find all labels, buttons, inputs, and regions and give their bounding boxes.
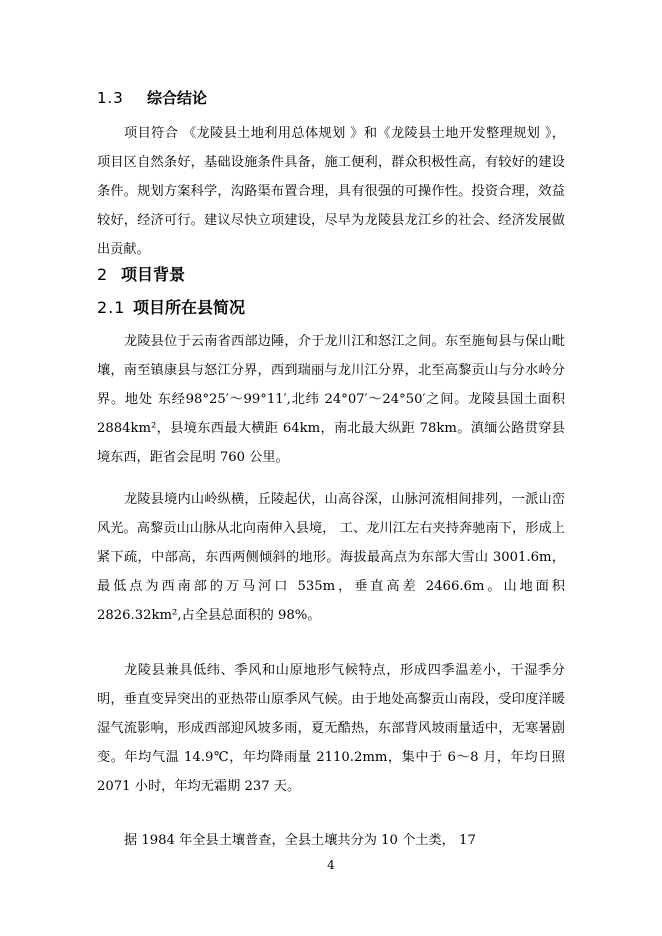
section-1-3-heading bbox=[97, 87, 207, 108]
section-title: 项目所在县简况 bbox=[133, 298, 246, 317]
conclusion-paragraph: 项目符合 《龙陵县土地利用总体规划 》和《龙陵县土地开发整理规划 》，项目区自然条好，基础设施条件具备，施工便利，群众积极性高，有较好的建设条件。规划方案科学，沟路渠布置合理，具有很强的可操作性。投资合理，效益较好，经济可行。建议尽快立项建设，尽早为龙陵县龙江乡的社会、经济发展做出贡献。 bbox=[97, 126, 565, 257]
section-title: 综合结论 bbox=[147, 89, 208, 107]
section-number: 2.1 bbox=[97, 298, 126, 317]
page-number: 4 bbox=[327, 858, 335, 872]
section-number: 2 bbox=[97, 265, 109, 284]
terrain-paragraph: 龙陵县境内山岭纵横，丘陵起伏，山高谷深，山脉河流相间排列，一派山峦风光。高黎贡山山脉从北向南伸入县境， 工、龙川江左右夹持奔驰南下，形成上紧下疏，中部高，东西两侧倾斜的地形。海拔最高点为东部大雪山 3001.6m，最低点为西南部的万马河口 535m，垂直高差 2466.6m。山地面积 2826.32km²,占全县总面积的 98%。 bbox=[97, 492, 565, 623]
section-2-heading bbox=[97, 262, 185, 285]
section-title: 项目背景 bbox=[121, 265, 186, 284]
soil-paragraph: 据 1984 年全县土壤普查，全县土壤共分为 10 个土类， 17 bbox=[124, 833, 476, 848]
climate-paragraph: 龙陵县兼具低纬、季风和山原地形气候特点，形成四季温差小，干湿季分明，垂直变异突出的亚热带山原季风气候。由于地处高黎贡山南段，受印度洋暖湿气流影响，形成西部迎风坡多雨，夏无酷热，东部背风坡雨量适中，无寒暑剧变。年均气温 14.9℃，年均降雨量 2110.2mm，集中于 6～8 月，年均日照 2071 小时，年均无霜期 237 天。 bbox=[97, 663, 565, 794]
location-paragraph: 龙陵县位于云南省西部边陲，介于龙川江和怒江之间。东至施甸县与保山毗壤，南至镇康县与怒江分界，西到瑞丽与龙川江分界，北至高黎贡山与分水岭分界。地处 东经98°25′～99°11′,北纬 24°07′～24°50′之间。龙陵县国土面积 2884km²，县境东西最大横距 64km，南北最大纵距 78km。滇缅公路贯穿县境东西，距省会昆明 760 公里。 bbox=[97, 334, 565, 465]
section-2-1-heading bbox=[97, 295, 245, 318]
section-number: 1.3 bbox=[97, 89, 124, 107]
